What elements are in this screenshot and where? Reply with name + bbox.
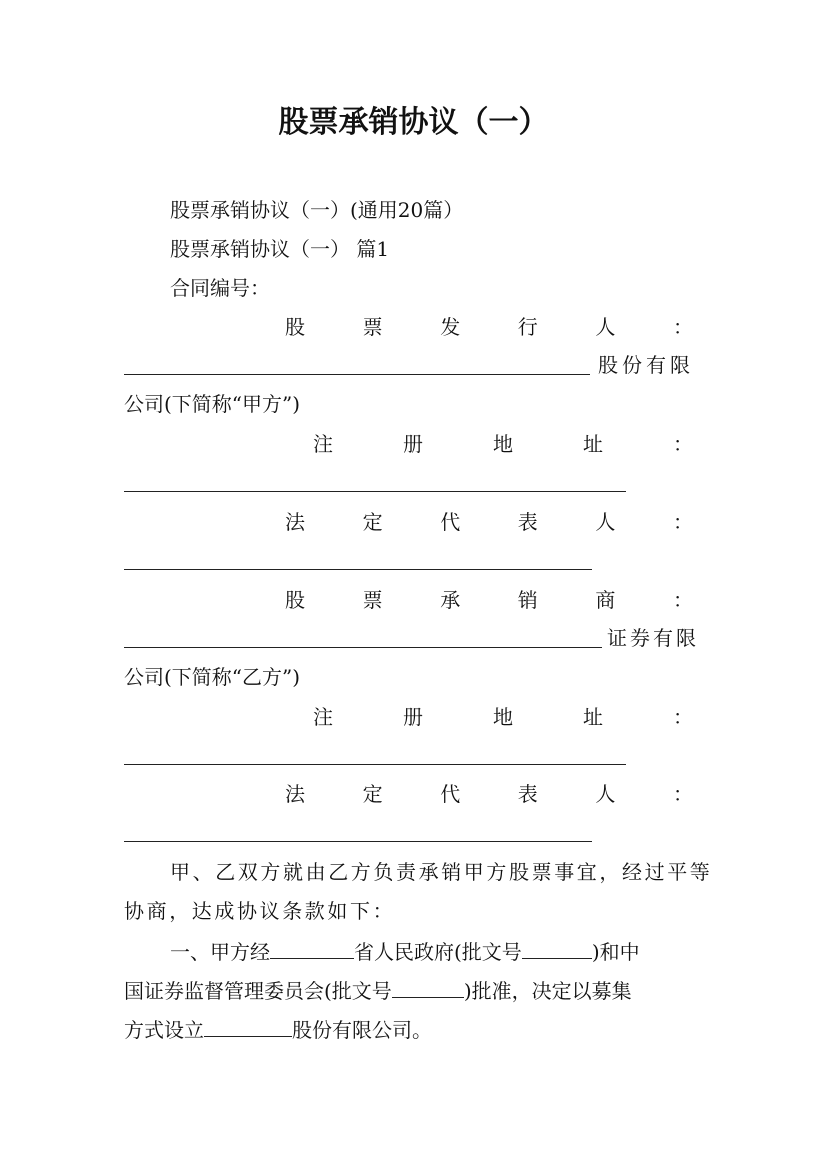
party-a-address-label: 注 册 地 址 ： <box>313 432 693 456</box>
underwriter-label: 股 票 承 销 商 ： <box>285 588 693 612</box>
item-1-text-a: 一、甲方经 <box>170 940 270 964</box>
underwriter-blank[interactable] <box>124 647 602 648</box>
underwriter-suffix: 证券有限 <box>607 626 699 650</box>
party-a-address-blank[interactable] <box>124 491 626 492</box>
article-heading: 股票承销协议（一） 篇1 <box>170 237 390 261</box>
party-b-address-blank[interactable] <box>124 764 626 765</box>
csrc-approval-no-blank[interactable] <box>392 977 464 998</box>
item-1-text-e: )批准，决定以募集 <box>463 979 632 1003</box>
paragraph-1-line-2: 协商，达成协议条款如下： <box>124 899 396 923</box>
provincial-approval-no-blank[interactable] <box>522 938 592 959</box>
issuer-suffix: 股份有限 <box>598 353 694 377</box>
document-title: 股票承销协议（一） <box>278 105 549 140</box>
party-b-address-label: 注 册 地 址 ： <box>313 705 693 729</box>
contract-number-label: 合同编号： <box>170 276 270 300</box>
party-a-rep-label: 法 定 代 表 人 ： <box>285 510 693 534</box>
item-1-line-3 <box>124 1016 432 1042</box>
item-1-line-1 <box>170 938 640 964</box>
item-1-text-b: 省人民政府(批文号 <box>354 940 522 964</box>
company-name-blank[interactable] <box>204 1016 292 1037</box>
item-1-text-c: )和中 <box>591 940 640 964</box>
party-a-rep-blank[interactable] <box>124 569 592 570</box>
item-1-text-g: 股份有限公司。 <box>292 1018 432 1042</box>
issuer-label: 股 票 发 行 人 ： <box>285 315 693 339</box>
province-blank[interactable] <box>270 938 354 959</box>
item-1-text-d: 国证券监督管理委员会(批文号 <box>124 979 392 1003</box>
subtitle-line: 股票承销协议（一）(通用20篇） <box>170 198 464 222</box>
issuer-blank[interactable] <box>124 374 590 375</box>
paragraph-1-line-1: 甲、乙双方就由乙方负责承销甲方股票事宜，经过平等 <box>170 860 713 884</box>
party-b-rep-blank[interactable] <box>124 841 592 842</box>
item-1-text-f: 方式设立 <box>124 1018 204 1042</box>
party-a-definition: 公司(下简称“甲方”) <box>124 392 301 416</box>
party-b-definition: 公司(下简称“乙方”) <box>124 665 301 689</box>
party-b-rep-label: 法 定 代 表 人 ： <box>285 782 693 806</box>
item-1-line-2 <box>124 977 632 1003</box>
